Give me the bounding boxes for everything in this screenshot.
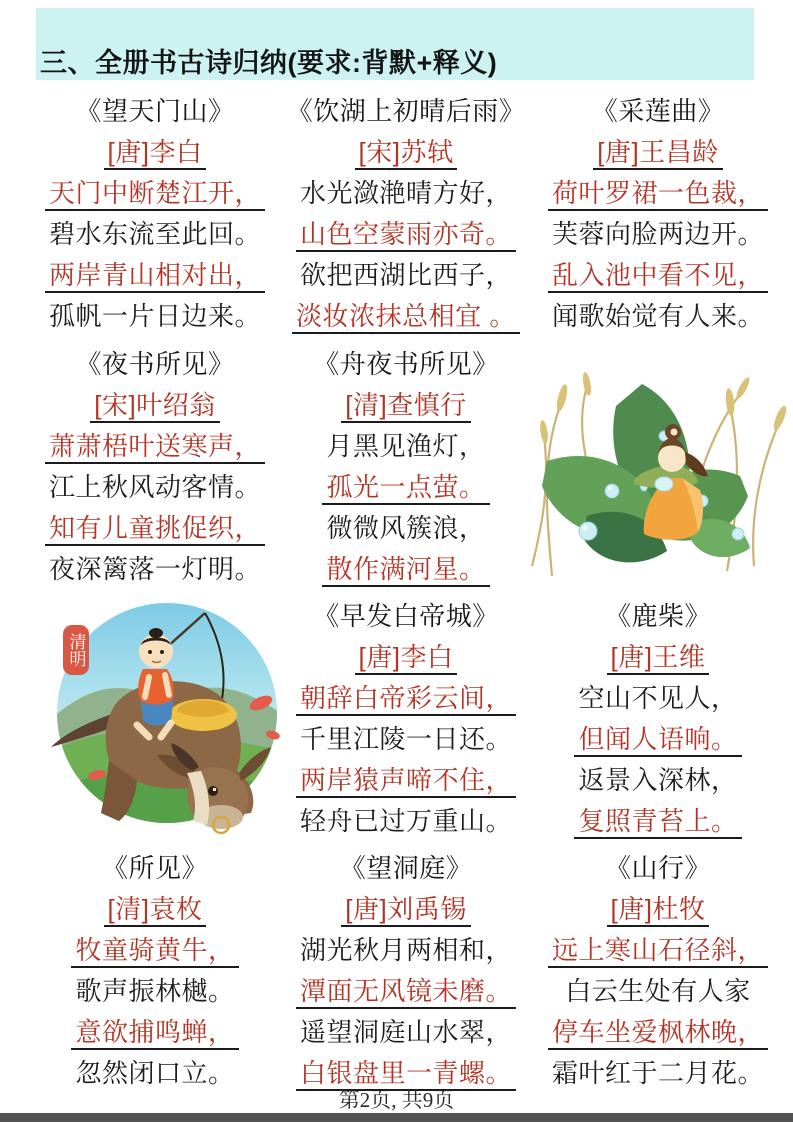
poem-line: 两岸青山相对出， (30, 255, 280, 296)
poem-line: 歌声振林樾。 (75, 976, 235, 1006)
poem-line: 月黑见渔灯， (326, 431, 486, 461)
poem-line: 淡妆浓抹总相宜 。 (278, 296, 534, 337)
poem-suojian (30, 848, 280, 1094)
poem-line: 萧萧梧叶送寒声， (30, 426, 280, 467)
section-title: 三、全册书古诗归纳(要求:背默+释义) (40, 48, 498, 78)
poem-line: 空山不见人， (578, 683, 738, 713)
poem-line: 忽然闭口立。 (75, 1058, 235, 1088)
poem-title: 《所见》 (101, 853, 208, 883)
poem-line: 微微风簇浪， (326, 513, 486, 543)
poem-line: 乱入池中看不见， (530, 255, 786, 296)
poem-author: [唐]刘禹锡 (278, 889, 534, 930)
poem-line: 远上寒山石径斜， (530, 930, 786, 971)
poem-author: [宋]苏轼 (278, 132, 534, 173)
poem-title: 《早发白帝城》 (313, 601, 499, 631)
boy-riding-buffalo-illustration (45, 585, 290, 843)
poem-line: 轻舟已过万重山。 (299, 806, 512, 836)
poem-line: 朝辞白帝彩云间， (278, 678, 534, 719)
poem-title: 《采莲曲》 (591, 96, 725, 126)
poem-line: 知有儿童挑促织， (30, 508, 280, 549)
poem-line: 夜深篱落一灯明。 (48, 554, 261, 584)
poem-line: 白云生处有人家 (565, 976, 751, 1006)
poem-line: 散作满河星。 (278, 549, 534, 590)
seal-text: 清明 (66, 633, 86, 667)
poem-line: 返景入深林， (578, 765, 738, 795)
poem-line: 欲把西湖比西子， (299, 260, 512, 290)
girl-on-leaves-drawing (492, 366, 792, 588)
poem-line: 水光潋滟晴方好， (299, 178, 512, 208)
poem-line: 意欲捕鸣蝉， (30, 1012, 280, 1053)
poem-title: 《望天门山》 (75, 96, 235, 126)
girl-on-leaves-illustration (492, 366, 792, 588)
poem-title: 《饮湖上初晴后雨》 (286, 96, 526, 126)
poem-title: 《鹿柴》 (604, 601, 711, 631)
page-number: 第2页, 共9页 (338, 1088, 455, 1112)
poem-line: 孤帆一片日边来。 (48, 301, 261, 331)
poem-author: [唐]李白 (278, 637, 534, 678)
poem-luzhai (530, 596, 786, 842)
poem-author: [唐]王昌龄 (530, 132, 786, 173)
poem-wang-tianmen-shan (30, 91, 280, 337)
poem-line: 荷叶罗裙一色裁， (530, 173, 786, 214)
poem-line: 江上秋风动客情。 (48, 472, 261, 502)
poem-line: 白银盘里一青螺。 (278, 1053, 534, 1094)
poem-line: 两岸猿声啼不住， (278, 760, 534, 801)
poem-line: 山色空蒙雨亦奇。 (278, 214, 534, 255)
poem-line: 霜叶红于二月花。 (551, 1058, 764, 1088)
poem-line: 天门中断楚江开， (30, 173, 280, 214)
poem-yeshu-suojian (30, 344, 280, 590)
poem-title: 《夜书所见》 (75, 349, 235, 379)
poem-author: [唐]李白 (30, 132, 280, 173)
boy-riding-buffalo-drawing (45, 585, 290, 843)
poem-line: 遥望洞庭山水翠， (299, 1017, 512, 1047)
poem-cailian-qu (530, 91, 786, 337)
bottom-edge-bar (0, 1113, 793, 1122)
poem-line: 闻歌始觉有人来。 (551, 301, 764, 331)
poem-line: 但闻人语响。 (530, 719, 786, 760)
poem-zaofa-baidicheng (278, 596, 534, 842)
poem-title: 《望洞庭》 (339, 853, 473, 883)
poem-shanxing (530, 848, 786, 1094)
poem-author: [清]查慎行 (278, 385, 534, 426)
poem-line: 千里江陵一日还。 (299, 724, 512, 754)
poem-line: 湖光秋月两相和， (299, 935, 512, 965)
poem-line: 孤光一点萤。 (278, 467, 534, 508)
poem-author: [唐]杜牧 (530, 889, 786, 930)
poem-author: [宋]叶绍翁 (30, 385, 280, 426)
poem-line: 牧童骑黄牛， (30, 930, 280, 971)
poem-line: 芙蓉向脸两边开。 (551, 219, 764, 249)
poem-author: [清]袁枚 (30, 889, 280, 930)
poem-line: 复照青苔上。 (530, 801, 786, 842)
poem-title: 《山行》 (604, 853, 711, 883)
poem-title: 《舟夜书所见》 (313, 349, 499, 379)
poem-line: 碧水东流至此回。 (48, 219, 261, 249)
poem-line: 潭面无风镜未磨。 (278, 971, 534, 1012)
poem-yinhu-shang (278, 91, 534, 337)
section-header (36, 8, 754, 80)
poem-author: [唐]王维 (530, 637, 786, 678)
poem-wang-dongting (278, 848, 534, 1094)
poem-line: 停车坐爱枫林晚， (530, 1012, 786, 1053)
